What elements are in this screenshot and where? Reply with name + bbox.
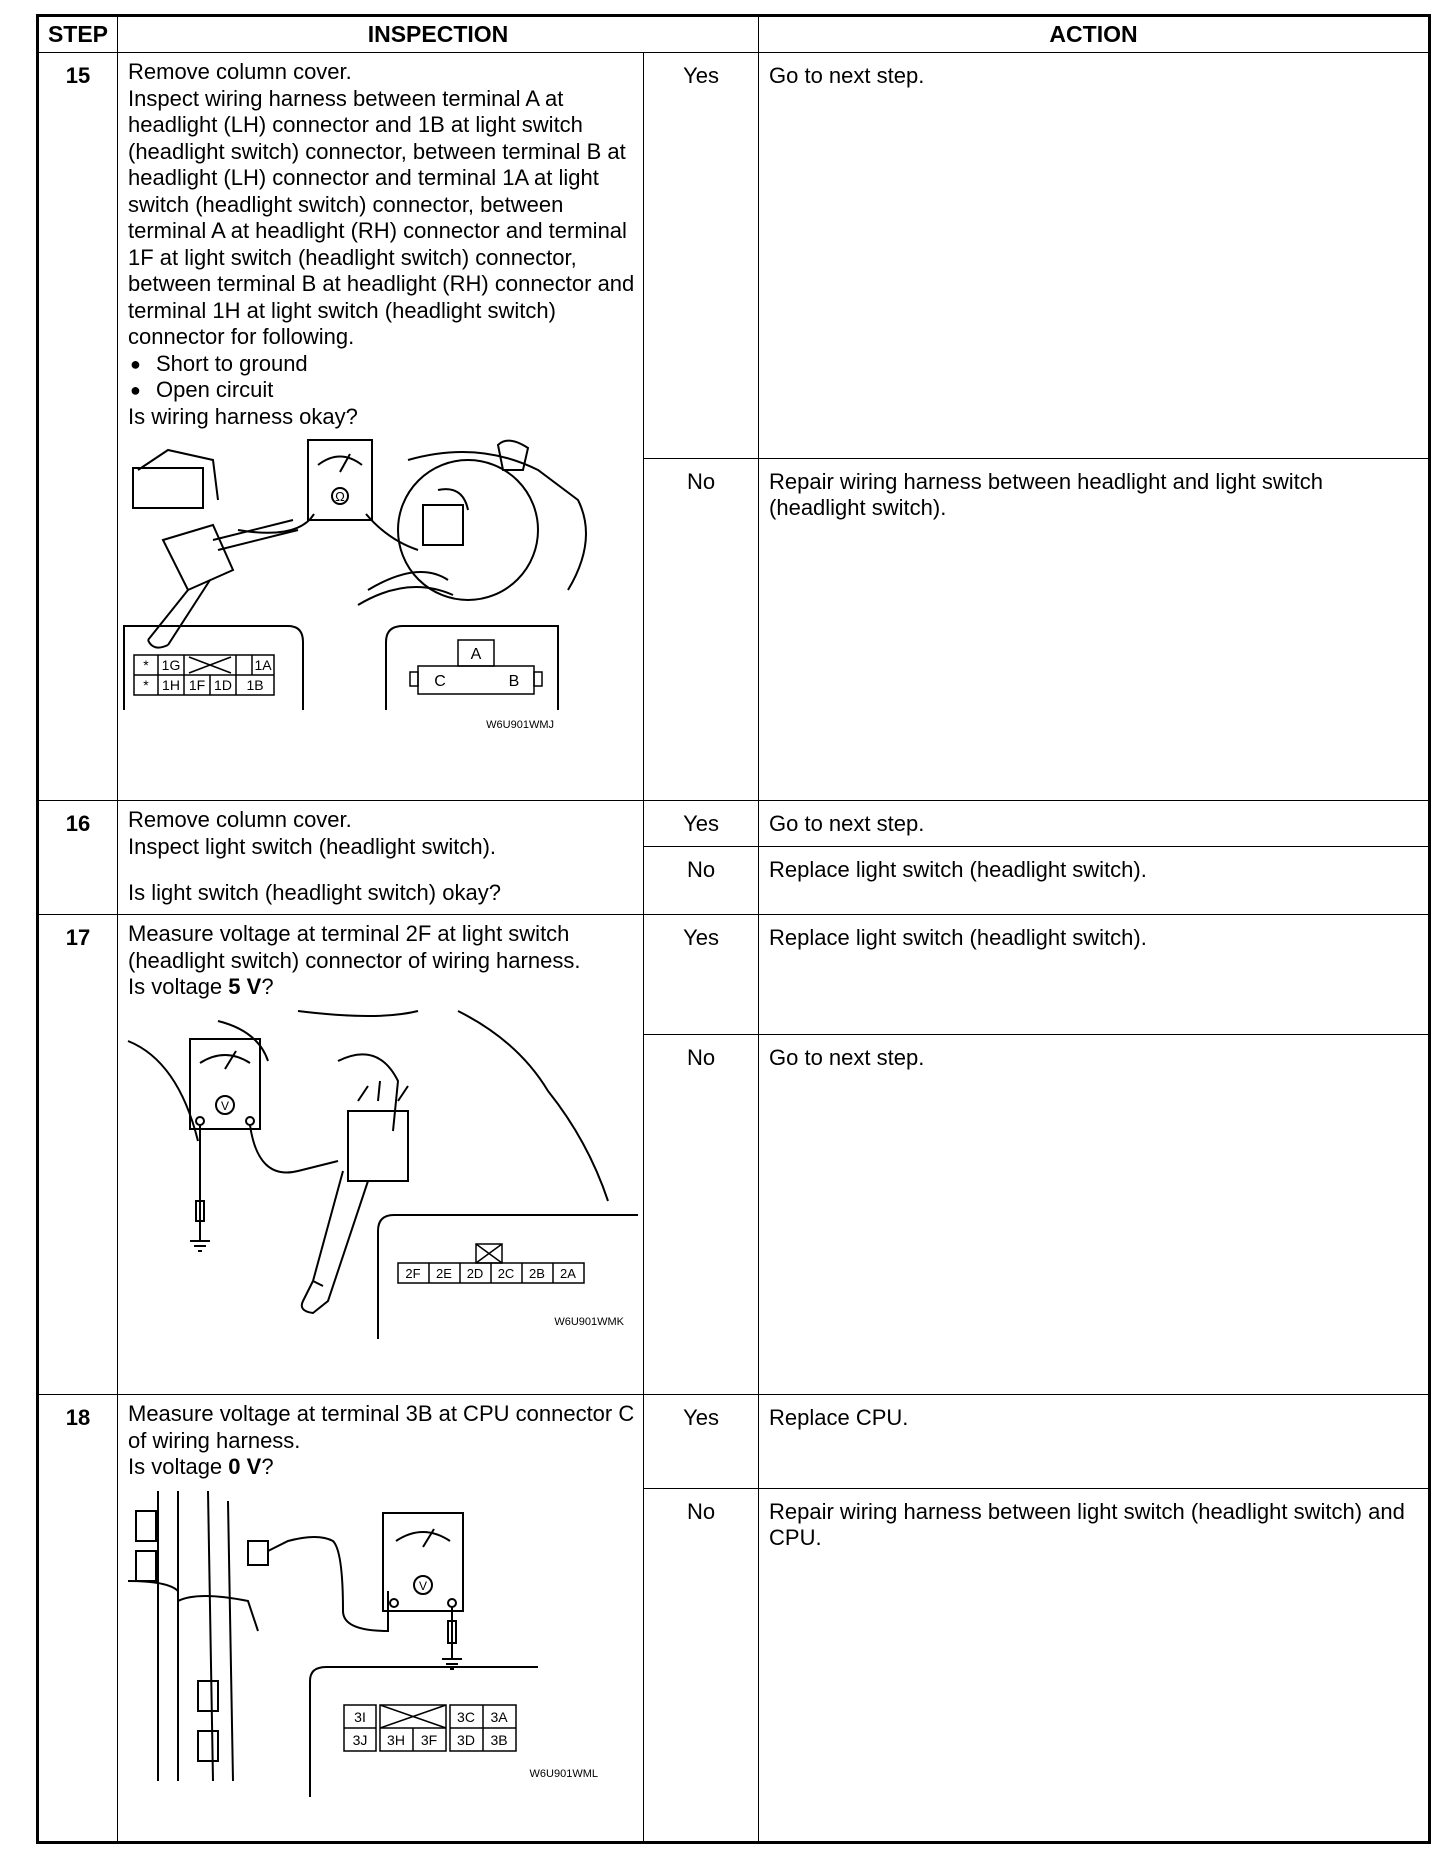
question-value: 0 V: [228, 1454, 262, 1479]
cpu-voltmeter-illustration: [118, 1481, 642, 1797]
no-label: No: [644, 1035, 759, 1395]
no-action: Replace light switch (headlight switch).: [759, 847, 1430, 915]
inspection-table: [36, 14, 1431, 1844]
connector-pin: 2B: [529, 1265, 545, 1281]
step-15-inspection: [118, 53, 644, 801]
meter-symbol: V: [418, 1578, 428, 1593]
connector-pin: 3F: [420, 1731, 438, 1748]
step-18-inspection: [118, 1395, 644, 1843]
connector-pin: 2E: [436, 1265, 452, 1281]
no-action: Go to next step.: [759, 1035, 1430, 1395]
connector-pin: B: [508, 673, 520, 690]
figure-code: W6U901WMK: [554, 1315, 624, 1328]
step-number: 17: [38, 915, 118, 1395]
yes-action: Replace CPU.: [759, 1395, 1430, 1489]
bullet-item: ● Short to ground: [128, 351, 637, 378]
inspection-question: Is light switch (headlight switch) okay?: [128, 880, 501, 905]
no-label: No: [644, 459, 759, 801]
connector-pin: 3H: [387, 1731, 405, 1748]
step-17-yes-row: [38, 915, 1430, 1035]
step-16-inspection: [118, 801, 644, 915]
no-label: No: [644, 847, 759, 915]
meter-symbol: V: [220, 1098, 230, 1113]
connector-pin: 3I: [354, 1708, 366, 1725]
action-header: ACTION: [759, 16, 1430, 53]
header-row: [38, 16, 1430, 53]
connector-pin: 3D: [457, 1731, 475, 1748]
no-action: Repair wiring harness between light switch (headlight switch) and CPU.: [759, 1489, 1430, 1843]
connector-pin: 1B: [246, 677, 264, 693]
connector-pin: 3B: [490, 1731, 508, 1748]
connector-pin: 1F: [188, 677, 206, 693]
voltmeter-switch-illustration: [118, 1001, 642, 1339]
inspection-text: Measure voltage at terminal 2F at light switch (headlight switch) connector of wiring harness.: [128, 921, 581, 973]
yes-label: Yes: [644, 53, 759, 459]
connector-pin: 2A: [560, 1265, 576, 1281]
inspection-text: Inspect wiring harness between terminal A at headlight (LH) connector and 1B at light switch (headlight switch) connector, between terminal B at headlight (LH) connector and terminal 1A at light switch (headlight switch) connector, between terminal A at headlight (RH) connector and terminal 1F at light switch (headlight switch) connector, between terminal B at headlight (RH) connector and terminal 1H at light switch (headlight switch) connector for following.: [128, 85, 635, 349]
inspection-question: [128, 1454, 637, 1481]
inspection-header: INSPECTION: [118, 16, 759, 53]
inspection-intro: Remove column cover.: [128, 807, 352, 832]
yes-label: Yes: [644, 801, 759, 847]
question-value: 5 V: [228, 974, 262, 999]
step-number: 15: [38, 53, 118, 801]
yes-action: Go to next step.: [759, 53, 1430, 459]
step-15-yes-row: [38, 53, 1430, 459]
connector-pin: 1A: [254, 657, 272, 673]
no-label: No: [644, 1489, 759, 1843]
step-number: 18: [38, 1395, 118, 1843]
connector-pin: A: [470, 646, 482, 663]
yes-action: Replace light switch (headlight switch).: [759, 915, 1430, 1035]
connector-pin: 1D: [214, 677, 232, 693]
connector-pin: 2D: [466, 1265, 484, 1281]
step-17-inspection: [118, 915, 644, 1395]
inspection-intro: Remove column cover.: [128, 59, 352, 84]
step-header: STEP: [38, 16, 118, 53]
connector-pin: 1G: [161, 657, 181, 673]
question-prefix: Is voltage: [128, 974, 229, 999]
step-18-yes-row: [38, 1395, 1430, 1489]
bullet-item: ● Open circuit: [128, 377, 637, 404]
inspection-question: [128, 974, 637, 1001]
connector-pin: 3C: [457, 1708, 475, 1725]
step-16-yes-row: [38, 801, 1430, 847]
connector-pin: *: [143, 657, 149, 673]
question-suffix: ?: [261, 974, 274, 999]
connector-pin: 2F: [405, 1265, 421, 1281]
meter-symbol: Ω: [335, 489, 345, 504]
inspection-text: Inspect light switch (headlight switch).: [128, 833, 497, 859]
yes-action: Go to next step.: [759, 801, 1430, 847]
yes-label: Yes: [644, 1395, 759, 1489]
connector-pin: 3J: [352, 1731, 368, 1748]
ohmmeter-wiring-illustration: [118, 430, 642, 768]
connector-pin: *: [143, 677, 149, 693]
figure-code: W6U901WMJ: [486, 719, 554, 731]
yes-label: Yes: [644, 915, 759, 1035]
step-number: 16: [38, 801, 118, 915]
inspection-text: Measure voltage at terminal 3B at CPU connector C of wiring harness.: [128, 1401, 635, 1453]
connector-pin: C: [434, 673, 446, 690]
question-prefix: Is voltage: [128, 1454, 229, 1479]
inspection-question: Is wiring harness okay?: [128, 403, 358, 429]
figure-code: W6U901WML: [529, 1767, 598, 1780]
diagnostic-procedure-table: [36, 14, 1428, 1857]
connector-pin: 2C: [497, 1265, 515, 1281]
connector-pin: 1H: [162, 677, 180, 693]
question-suffix: ?: [261, 1454, 274, 1479]
connector-pin: 3A: [490, 1708, 508, 1725]
no-action: Repair wiring harness between headlight and light switch (headlight switch).: [759, 459, 1430, 801]
